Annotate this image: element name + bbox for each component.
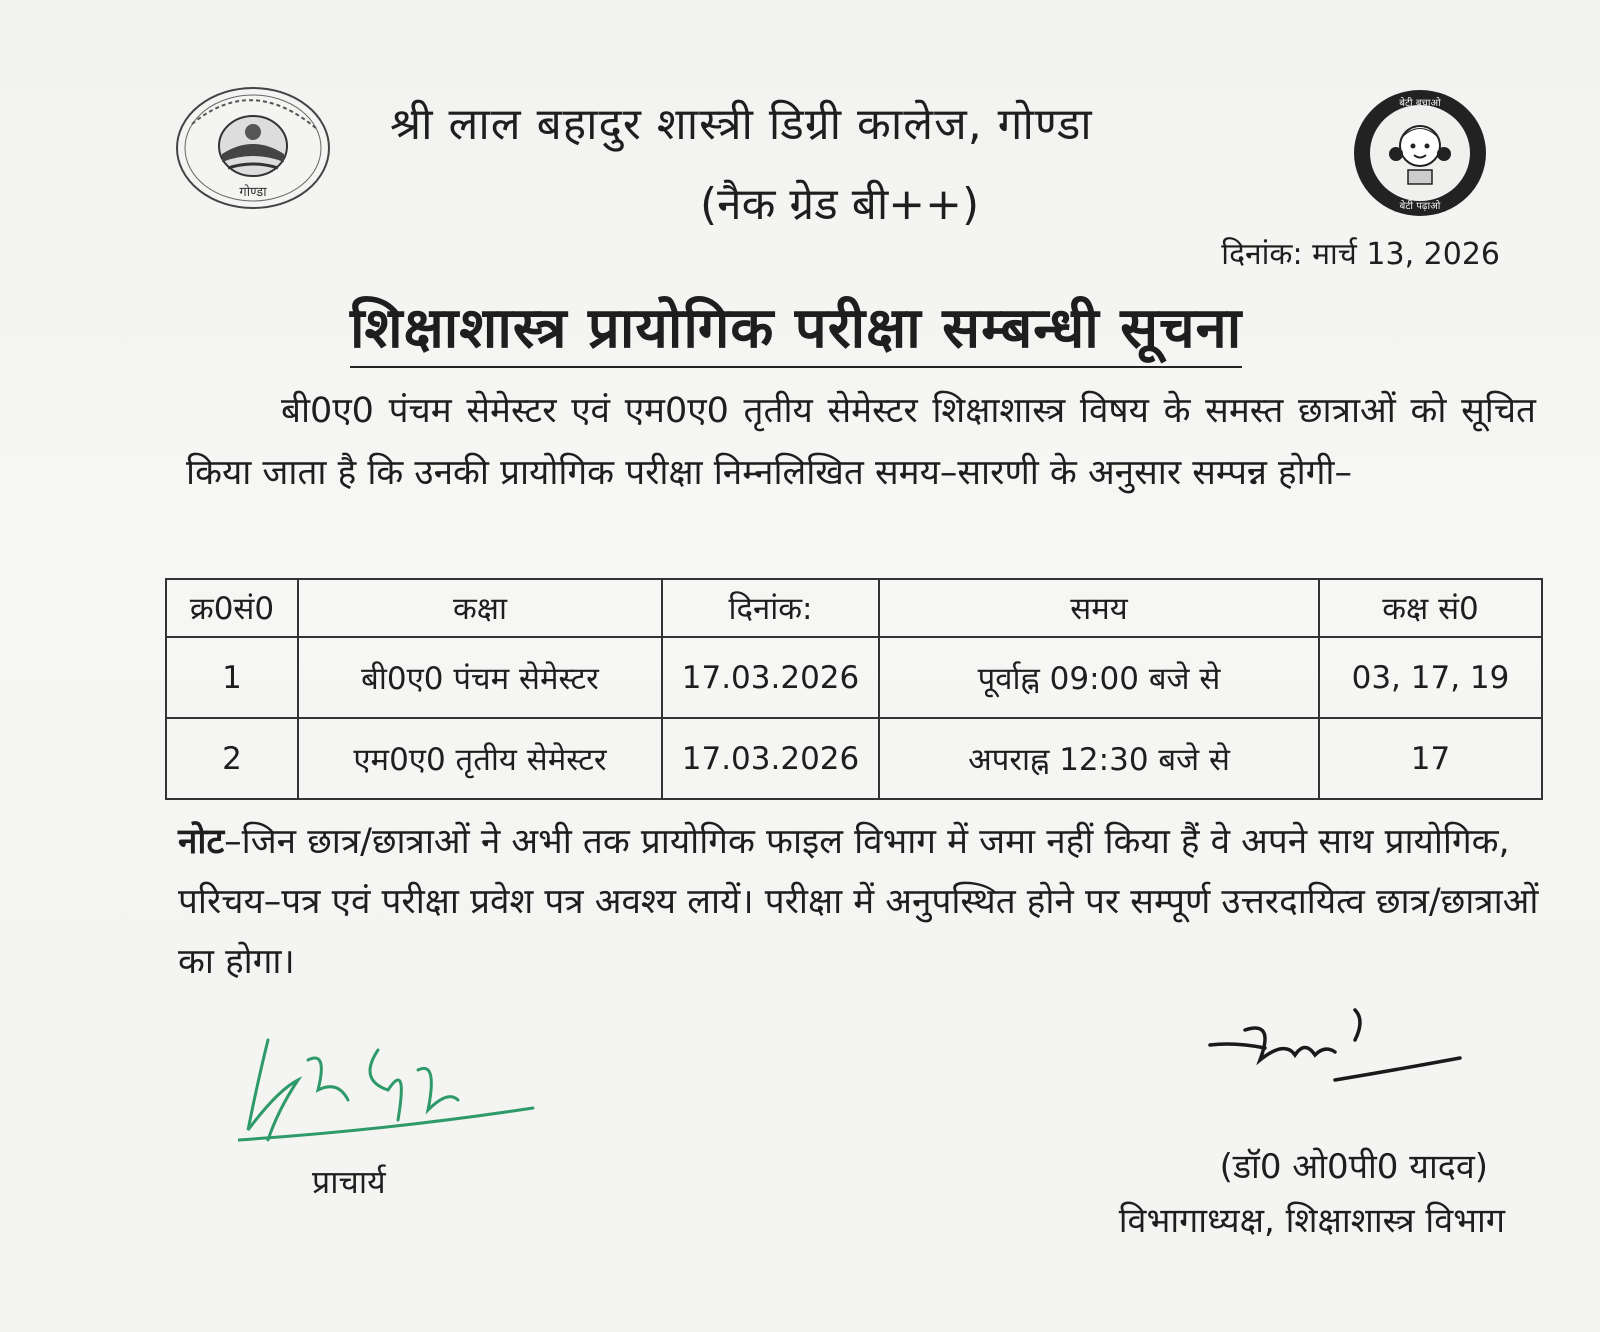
notice-title: शिक्षाशास्त्र प्रायोगिक परीक्षा सम्बन्धी सूचना (350, 288, 1242, 368)
header-serial: क्र0सं0 (166, 579, 298, 637)
header-date: दिनांक: (662, 579, 879, 637)
hod-signature-icon (1205, 1000, 1470, 1100)
cell-serial: 1 (166, 637, 298, 718)
notice-body (186, 380, 1536, 504)
notice-body-text: बी0ए0 पंचम सेमेस्टर एवं एम0ए0 तृतीय सेमेस्टर शिक्षाशास्त्र विषय के समस्त छात्राओं को सूचित किया जाता है कि उनकी प्रायोगिक परीक्षा निम्नलिखित समय–सारणी के अनुसार सम्पन्न होगी– (186, 391, 1536, 493)
table-row (166, 637, 1542, 718)
cell-room: 03, 17, 19 (1319, 637, 1542, 718)
cell-serial: 2 (166, 718, 298, 799)
cell-class: बी0ए0 पंचम सेमेस्टर (298, 637, 662, 718)
note-text: –जिन छात्र/छात्राओं ने अभी तक प्रायोगिक फाइल विभाग में जमा नहीं किया हैं वे अपने साथ प्रायोगिक, परिचय–पत्र एवं परीक्षा प्रवेश पत्र अवश्य लायें। परीक्षा में अनुपस्थित होने पर सम्पूर्ण उत्तरदायित्व छात्र/छात्राओं का होगा। (178, 822, 1539, 982)
table-header-row (166, 579, 1542, 637)
note-section (178, 812, 1548, 992)
hod-title: विभागाध्यक्ष, शिक्षाशास्त्र विभाग (1118, 1201, 1505, 1241)
seal-bottom-text: गोण्डा (239, 185, 267, 200)
cell-time: अपराह्न 12:30 बजे से (879, 718, 1319, 799)
header-time: समय (879, 579, 1319, 637)
logo-top-text: बेटी बचाओ (1399, 98, 1441, 109)
logo-bottom-text: बेटी पढ़ाओ (1399, 201, 1441, 212)
cell-date: 17.03.2026 (662, 718, 879, 799)
principal-title: प्राचार्य (312, 1163, 386, 1201)
notice-date: दिनांक: मार्च 13, 2026 (1221, 237, 1500, 272)
exam-schedule-table (165, 578, 1543, 800)
beti-bachao-logo-icon (1352, 88, 1488, 218)
principal-signature-icon (238, 1020, 538, 1170)
cell-room: 17 (1319, 718, 1542, 799)
college-name: श्री लाल बहादुर शास्त्री डिग्री कालेज, गोण्डा (390, 99, 1093, 150)
note-label: नोट (178, 822, 225, 862)
cell-time: पूर्वाह्न 09:00 बजे से (879, 637, 1319, 718)
naac-grade: (नैक ग्रेड बी++) (700, 179, 980, 230)
table-row (166, 718, 1542, 799)
college-seal-icon (172, 84, 334, 212)
cell-date: 17.03.2026 (662, 637, 879, 718)
cell-class: एम0ए0 तृतीय सेमेस्टर (298, 718, 662, 799)
header-room: कक्ष सं0 (1319, 579, 1542, 637)
hod-name: (डॉ0 ओ0पी0 यादव) (1219, 1147, 1488, 1187)
header-class: कक्षा (298, 579, 662, 637)
